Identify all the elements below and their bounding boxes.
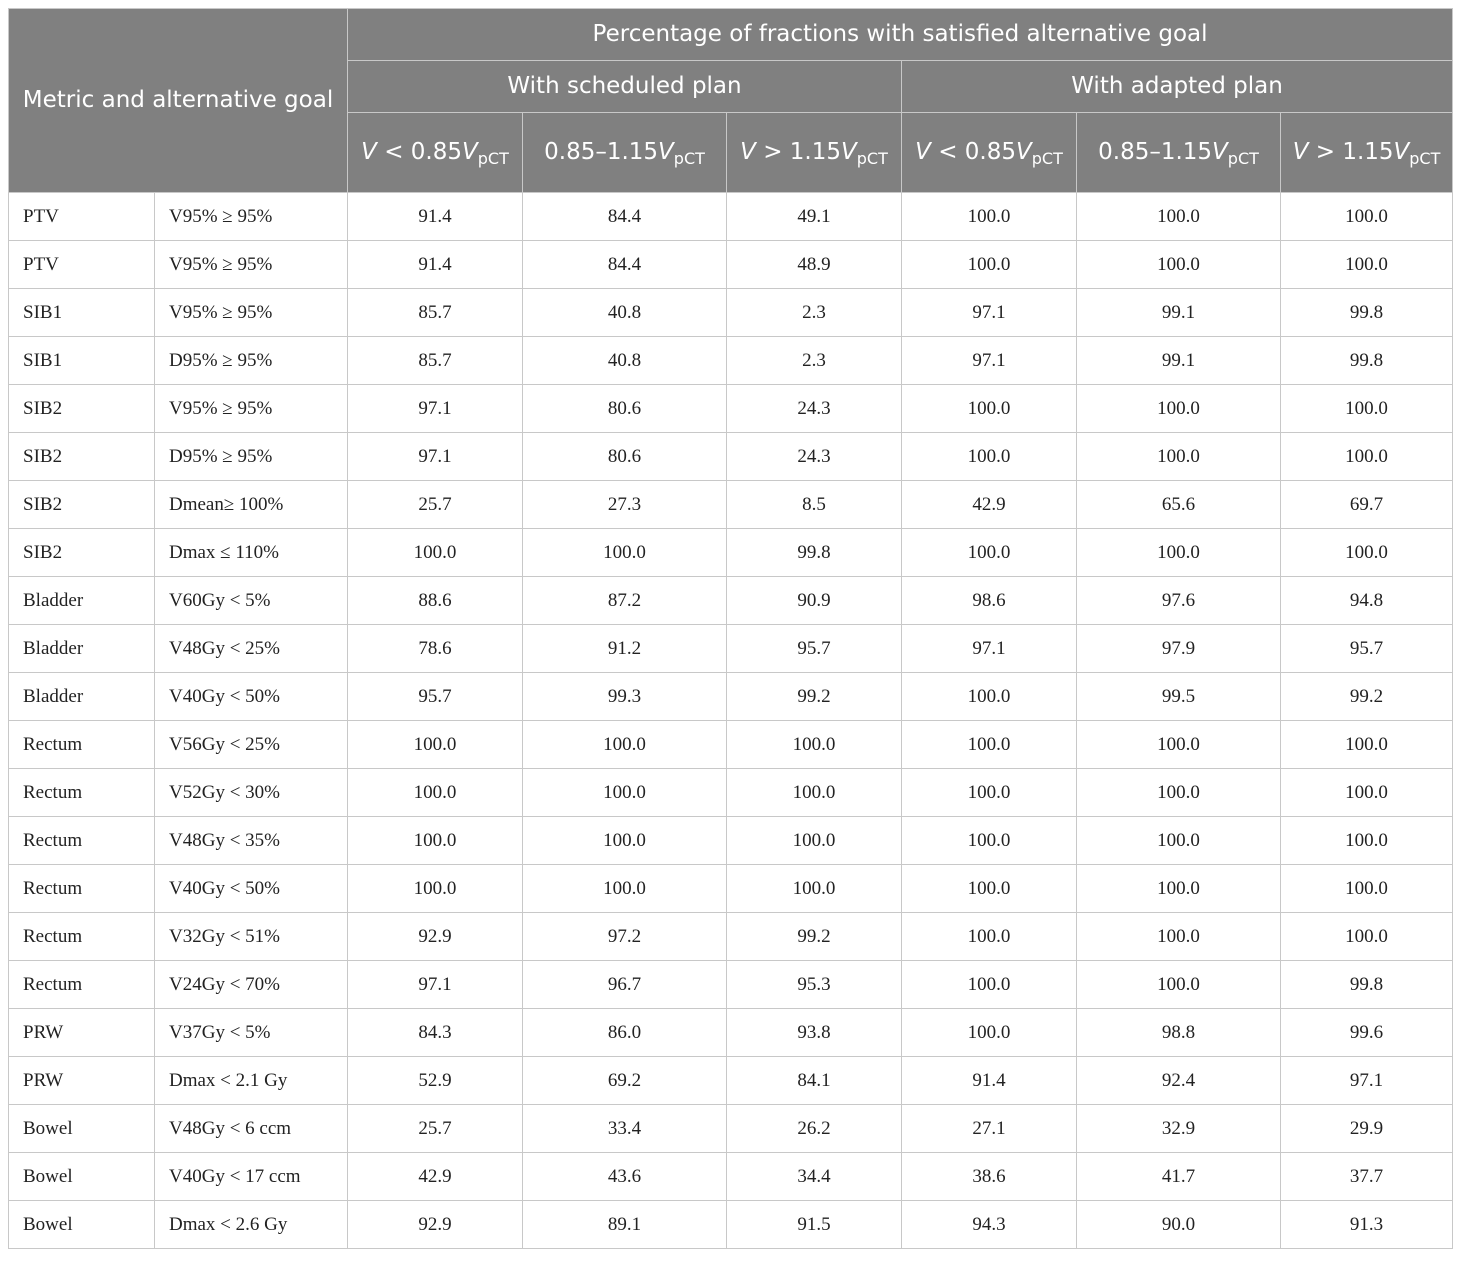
bin-part-pre: 0.85–1.15 <box>544 138 659 165</box>
value-cell: 100.0 <box>902 433 1077 481</box>
table-row <box>9 481 1453 529</box>
value-cell: 100.0 <box>902 529 1077 577</box>
goal-cell: D95% ≥ 95% <box>155 433 348 481</box>
bin-part-v: V <box>740 138 756 165</box>
value-cell: 80.6 <box>523 433 727 481</box>
value-cell: 100.0 <box>1077 721 1281 769</box>
value-cell: 99.3 <box>523 673 727 721</box>
value-cell: 27.1 <box>902 1105 1077 1153</box>
goal-cell: Dmean≥ 100% <box>155 481 348 529</box>
structure-cell: Rectum <box>9 961 155 1009</box>
value-cell: 100.0 <box>902 721 1077 769</box>
table-row <box>9 1009 1453 1057</box>
scheduled-bin-header-1 <box>348 113 523 193</box>
value-cell: 42.9 <box>348 1153 523 1201</box>
table-header <box>9 9 1453 193</box>
bin-part-v2: V <box>841 138 857 165</box>
value-cell: 100.0 <box>1077 961 1281 1009</box>
value-cell: 100.0 <box>1281 865 1453 913</box>
structure-cell: Bladder <box>9 673 155 721</box>
table-row <box>9 433 1453 481</box>
value-cell: 100.0 <box>727 721 902 769</box>
bin-part-sub: pCT <box>1227 148 1259 168</box>
table-row <box>9 865 1453 913</box>
value-cell: 69.7 <box>1281 481 1453 529</box>
value-cell: 100.0 <box>1077 433 1281 481</box>
adapted-plan-header: With adapted plan <box>902 61 1453 113</box>
bin-part-sub: pCT <box>1409 148 1441 168</box>
value-cell: 100.0 <box>902 673 1077 721</box>
goal-cell: V48Gy < 25% <box>155 625 348 673</box>
value-cell: 93.8 <box>727 1009 902 1057</box>
value-cell: 91.3 <box>1281 1201 1453 1249</box>
value-cell: 48.9 <box>727 241 902 289</box>
goal-cell: V48Gy < 6 ccm <box>155 1105 348 1153</box>
value-cell: 80.6 <box>523 385 727 433</box>
goal-cell: V95% ≥ 95% <box>155 241 348 289</box>
value-cell: 95.7 <box>348 673 523 721</box>
goal-cell: Dmax < 2.1 Gy <box>155 1057 348 1105</box>
structure-cell: PTV <box>9 241 155 289</box>
bin-part-v: V <box>915 138 931 165</box>
value-cell: 2.3 <box>727 289 902 337</box>
value-cell: 94.3 <box>902 1201 1077 1249</box>
value-cell: 25.7 <box>348 481 523 529</box>
value-cell: 100.0 <box>523 721 727 769</box>
value-cell: 24.3 <box>727 385 902 433</box>
table-row <box>9 913 1453 961</box>
value-cell: 100.0 <box>902 817 1077 865</box>
value-cell: 100.0 <box>1077 817 1281 865</box>
value-cell: 94.8 <box>1281 577 1453 625</box>
goal-cell: V52Gy < 30% <box>155 769 348 817</box>
value-cell: 41.7 <box>1077 1153 1281 1201</box>
goal-cell: V40Gy < 17 ccm <box>155 1153 348 1201</box>
table-row <box>9 385 1453 433</box>
goal-cell: V95% ≥ 95% <box>155 385 348 433</box>
value-cell: 100.0 <box>1281 385 1453 433</box>
value-cell: 99.8 <box>727 529 902 577</box>
value-cell: 25.7 <box>348 1105 523 1153</box>
value-cell: 40.8 <box>523 289 727 337</box>
table-row <box>9 961 1453 1009</box>
value-cell: 85.7 <box>348 337 523 385</box>
value-cell: 91.4 <box>348 241 523 289</box>
value-cell: 91.5 <box>727 1201 902 1249</box>
bin-part-pre: 0.85–1.15 <box>1098 138 1213 165</box>
value-cell: 95.7 <box>1281 625 1453 673</box>
value-cell: 97.2 <box>523 913 727 961</box>
table-row <box>9 1201 1453 1249</box>
table-row <box>9 577 1453 625</box>
value-cell: 100.0 <box>902 913 1077 961</box>
value-cell: 29.9 <box>1281 1105 1453 1153</box>
table-row <box>9 193 1453 241</box>
table-row <box>9 337 1453 385</box>
value-cell: 97.9 <box>1077 625 1281 673</box>
value-cell: 24.3 <box>727 433 902 481</box>
value-cell: 97.1 <box>348 433 523 481</box>
value-cell: 99.1 <box>1077 289 1281 337</box>
goal-cell: Dmax ≤ 110% <box>155 529 348 577</box>
structure-cell: Rectum <box>9 721 155 769</box>
value-cell: 99.8 <box>1281 289 1453 337</box>
structure-cell: SIB1 <box>9 289 155 337</box>
goal-cell: V32Gy < 51% <box>155 913 348 961</box>
value-cell: 85.7 <box>348 289 523 337</box>
value-cell: 100.0 <box>1077 865 1281 913</box>
value-cell: 78.6 <box>348 625 523 673</box>
value-cell: 91.2 <box>523 625 727 673</box>
value-cell: 100.0 <box>902 1009 1077 1057</box>
table-row <box>9 721 1453 769</box>
structure-cell: Rectum <box>9 769 155 817</box>
value-cell: 97.1 <box>348 961 523 1009</box>
value-cell: 37.7 <box>1281 1153 1453 1201</box>
value-cell: 100.0 <box>1077 913 1281 961</box>
value-cell: 91.4 <box>348 193 523 241</box>
value-cell: 91.4 <box>902 1057 1077 1105</box>
goal-cell: V60Gy < 5% <box>155 577 348 625</box>
value-cell: 100.0 <box>1281 913 1453 961</box>
value-cell: 2.3 <box>727 337 902 385</box>
value-cell: 84.3 <box>348 1009 523 1057</box>
value-cell: 86.0 <box>523 1009 727 1057</box>
table-row <box>9 289 1453 337</box>
value-cell: 99.5 <box>1077 673 1281 721</box>
bin-part-sub: pCT <box>477 148 509 168</box>
goal-cell: V56Gy < 25% <box>155 721 348 769</box>
value-cell: 34.4 <box>727 1153 902 1201</box>
value-cell: 97.1 <box>902 289 1077 337</box>
table-body <box>9 193 1453 1249</box>
value-cell: 99.8 <box>1281 961 1453 1009</box>
structure-cell: SIB2 <box>9 481 155 529</box>
structure-cell: PTV <box>9 193 155 241</box>
structure-cell: Bladder <box>9 625 155 673</box>
bin-part-v2: V <box>1016 138 1032 165</box>
table-row <box>9 673 1453 721</box>
value-cell: 8.5 <box>727 481 902 529</box>
bin-part-sub: pCT <box>856 148 888 168</box>
value-cell: 92.9 <box>348 1201 523 1249</box>
value-cell: 100.0 <box>1077 241 1281 289</box>
value-cell: 100.0 <box>348 865 523 913</box>
value-cell: 95.3 <box>727 961 902 1009</box>
scheduled-bin-header-3 <box>727 113 902 193</box>
value-cell: 99.8 <box>1281 337 1453 385</box>
adapted-bin-header-2 <box>1077 113 1281 193</box>
bin-part-mid: < 0.85 <box>376 138 463 165</box>
value-cell: 99.1 <box>1077 337 1281 385</box>
value-cell: 100.0 <box>902 193 1077 241</box>
bin-part-sub: pCT <box>1031 148 1063 168</box>
value-cell: 100.0 <box>1077 529 1281 577</box>
structure-cell: Bowel <box>9 1105 155 1153</box>
value-cell: 88.6 <box>348 577 523 625</box>
goal-cell: Dmax < 2.6 Gy <box>155 1201 348 1249</box>
value-cell: 100.0 <box>348 721 523 769</box>
structure-cell: SIB2 <box>9 529 155 577</box>
value-cell: 100.0 <box>1281 817 1453 865</box>
value-cell: 69.2 <box>523 1057 727 1105</box>
goal-cell: V95% ≥ 95% <box>155 289 348 337</box>
table-row <box>9 769 1453 817</box>
value-cell: 99.2 <box>727 673 902 721</box>
goal-cell: V95% ≥ 95% <box>155 193 348 241</box>
value-cell: 100.0 <box>523 817 727 865</box>
structure-cell: Bladder <box>9 577 155 625</box>
value-cell: 43.6 <box>523 1153 727 1201</box>
goal-cell: V37Gy < 5% <box>155 1009 348 1057</box>
value-cell: 97.6 <box>1077 577 1281 625</box>
value-cell: 100.0 <box>727 817 902 865</box>
value-cell: 49.1 <box>727 193 902 241</box>
bin-part-mid: > 1.15 <box>1308 138 1394 165</box>
value-cell: 27.3 <box>523 481 727 529</box>
value-cell: 100.0 <box>902 865 1077 913</box>
value-cell: 42.9 <box>902 481 1077 529</box>
value-cell: 98.8 <box>1077 1009 1281 1057</box>
bin-part-v: V <box>1292 138 1309 165</box>
structure-cell: SIB2 <box>9 385 155 433</box>
structure-cell: SIB1 <box>9 337 155 385</box>
value-cell: 32.9 <box>1077 1105 1281 1153</box>
results-table <box>8 8 1453 1249</box>
table-row <box>9 241 1453 289</box>
value-cell: 40.8 <box>523 337 727 385</box>
bin-part-v2: V <box>462 138 478 165</box>
value-cell: 65.6 <box>1077 481 1281 529</box>
value-cell: 100.0 <box>902 961 1077 1009</box>
value-cell: 98.6 <box>902 577 1077 625</box>
value-cell: 99.2 <box>727 913 902 961</box>
value-cell: 100.0 <box>902 241 1077 289</box>
value-cell: 90.0 <box>1077 1201 1281 1249</box>
value-cell: 100.0 <box>1281 433 1453 481</box>
goal-cell: V48Gy < 35% <box>155 817 348 865</box>
value-cell: 92.4 <box>1077 1057 1281 1105</box>
value-cell: 99.6 <box>1281 1009 1453 1057</box>
value-cell: 100.0 <box>523 529 727 577</box>
adapted-bin-header-3 <box>1281 113 1453 193</box>
value-cell: 95.7 <box>727 625 902 673</box>
structure-cell: PRW <box>9 1009 155 1057</box>
table-row <box>9 1105 1453 1153</box>
value-cell: 33.4 <box>523 1105 727 1153</box>
structure-cell: Rectum <box>9 865 155 913</box>
bin-part-mid: < 0.85 <box>930 138 1017 165</box>
value-cell: 100.0 <box>1077 193 1281 241</box>
goal-cell: V40Gy < 50% <box>155 865 348 913</box>
bin-part-v: V <box>361 138 377 165</box>
value-cell: 52.9 <box>348 1057 523 1105</box>
value-cell: 100.0 <box>348 529 523 577</box>
value-cell: 26.2 <box>727 1105 902 1153</box>
table-row <box>9 1057 1453 1105</box>
table-row <box>9 817 1453 865</box>
structure-cell: Rectum <box>9 913 155 961</box>
value-cell: 87.2 <box>523 577 727 625</box>
goal-cell: D95% ≥ 95% <box>155 337 348 385</box>
table-row <box>9 529 1453 577</box>
table-row <box>9 625 1453 673</box>
value-cell: 100.0 <box>1281 529 1453 577</box>
scheduled-plan-header: With scheduled plan <box>348 61 902 113</box>
table-container <box>8 8 1452 1249</box>
value-cell: 100.0 <box>727 769 902 817</box>
value-cell: 100.0 <box>727 865 902 913</box>
value-cell: 97.1 <box>902 337 1077 385</box>
bin-part-v2: V <box>1212 138 1228 165</box>
value-cell: 97.1 <box>348 385 523 433</box>
bin-part-v2: V <box>658 138 674 165</box>
group-header: Percentage of fractions with satisfied alternative goal <box>348 9 1453 61</box>
value-cell: 84.1 <box>727 1057 902 1105</box>
value-cell: 100.0 <box>902 385 1077 433</box>
goal-cell: V40Gy < 50% <box>155 673 348 721</box>
adapted-bin-header-1 <box>902 113 1077 193</box>
value-cell: 97.1 <box>1281 1057 1453 1105</box>
value-cell: 92.9 <box>348 913 523 961</box>
value-cell: 100.0 <box>523 769 727 817</box>
metric-header: Metric and alternative goal <box>9 9 348 193</box>
value-cell: 96.7 <box>523 961 727 1009</box>
structure-cell: Bowel <box>9 1201 155 1249</box>
structure-cell: SIB2 <box>9 433 155 481</box>
value-cell: 100.0 <box>1281 721 1453 769</box>
goal-cell: V24Gy < 70% <box>155 961 348 1009</box>
value-cell: 84.4 <box>523 193 727 241</box>
bin-part-v2: V <box>1393 138 1410 165</box>
value-cell: 100.0 <box>1281 193 1453 241</box>
structure-cell: Bowel <box>9 1153 155 1201</box>
value-cell: 100.0 <box>1077 769 1281 817</box>
value-cell: 90.9 <box>727 577 902 625</box>
value-cell: 100.0 <box>902 769 1077 817</box>
value-cell: 84.4 <box>523 241 727 289</box>
value-cell: 100.0 <box>1281 769 1453 817</box>
scheduled-bin-header-2 <box>523 113 727 193</box>
table-row <box>9 1153 1453 1201</box>
value-cell: 100.0 <box>348 817 523 865</box>
bin-part-mid: > 1.15 <box>755 138 842 165</box>
structure-cell: PRW <box>9 1057 155 1105</box>
structure-cell: Rectum <box>9 817 155 865</box>
value-cell: 99.2 <box>1281 673 1453 721</box>
bin-part-sub: pCT <box>673 148 705 168</box>
value-cell: 38.6 <box>902 1153 1077 1201</box>
value-cell: 89.1 <box>523 1201 727 1249</box>
value-cell: 100.0 <box>523 865 727 913</box>
value-cell: 100.0 <box>1281 241 1453 289</box>
value-cell: 97.1 <box>902 625 1077 673</box>
value-cell: 100.0 <box>348 769 523 817</box>
value-cell: 100.0 <box>1077 385 1281 433</box>
